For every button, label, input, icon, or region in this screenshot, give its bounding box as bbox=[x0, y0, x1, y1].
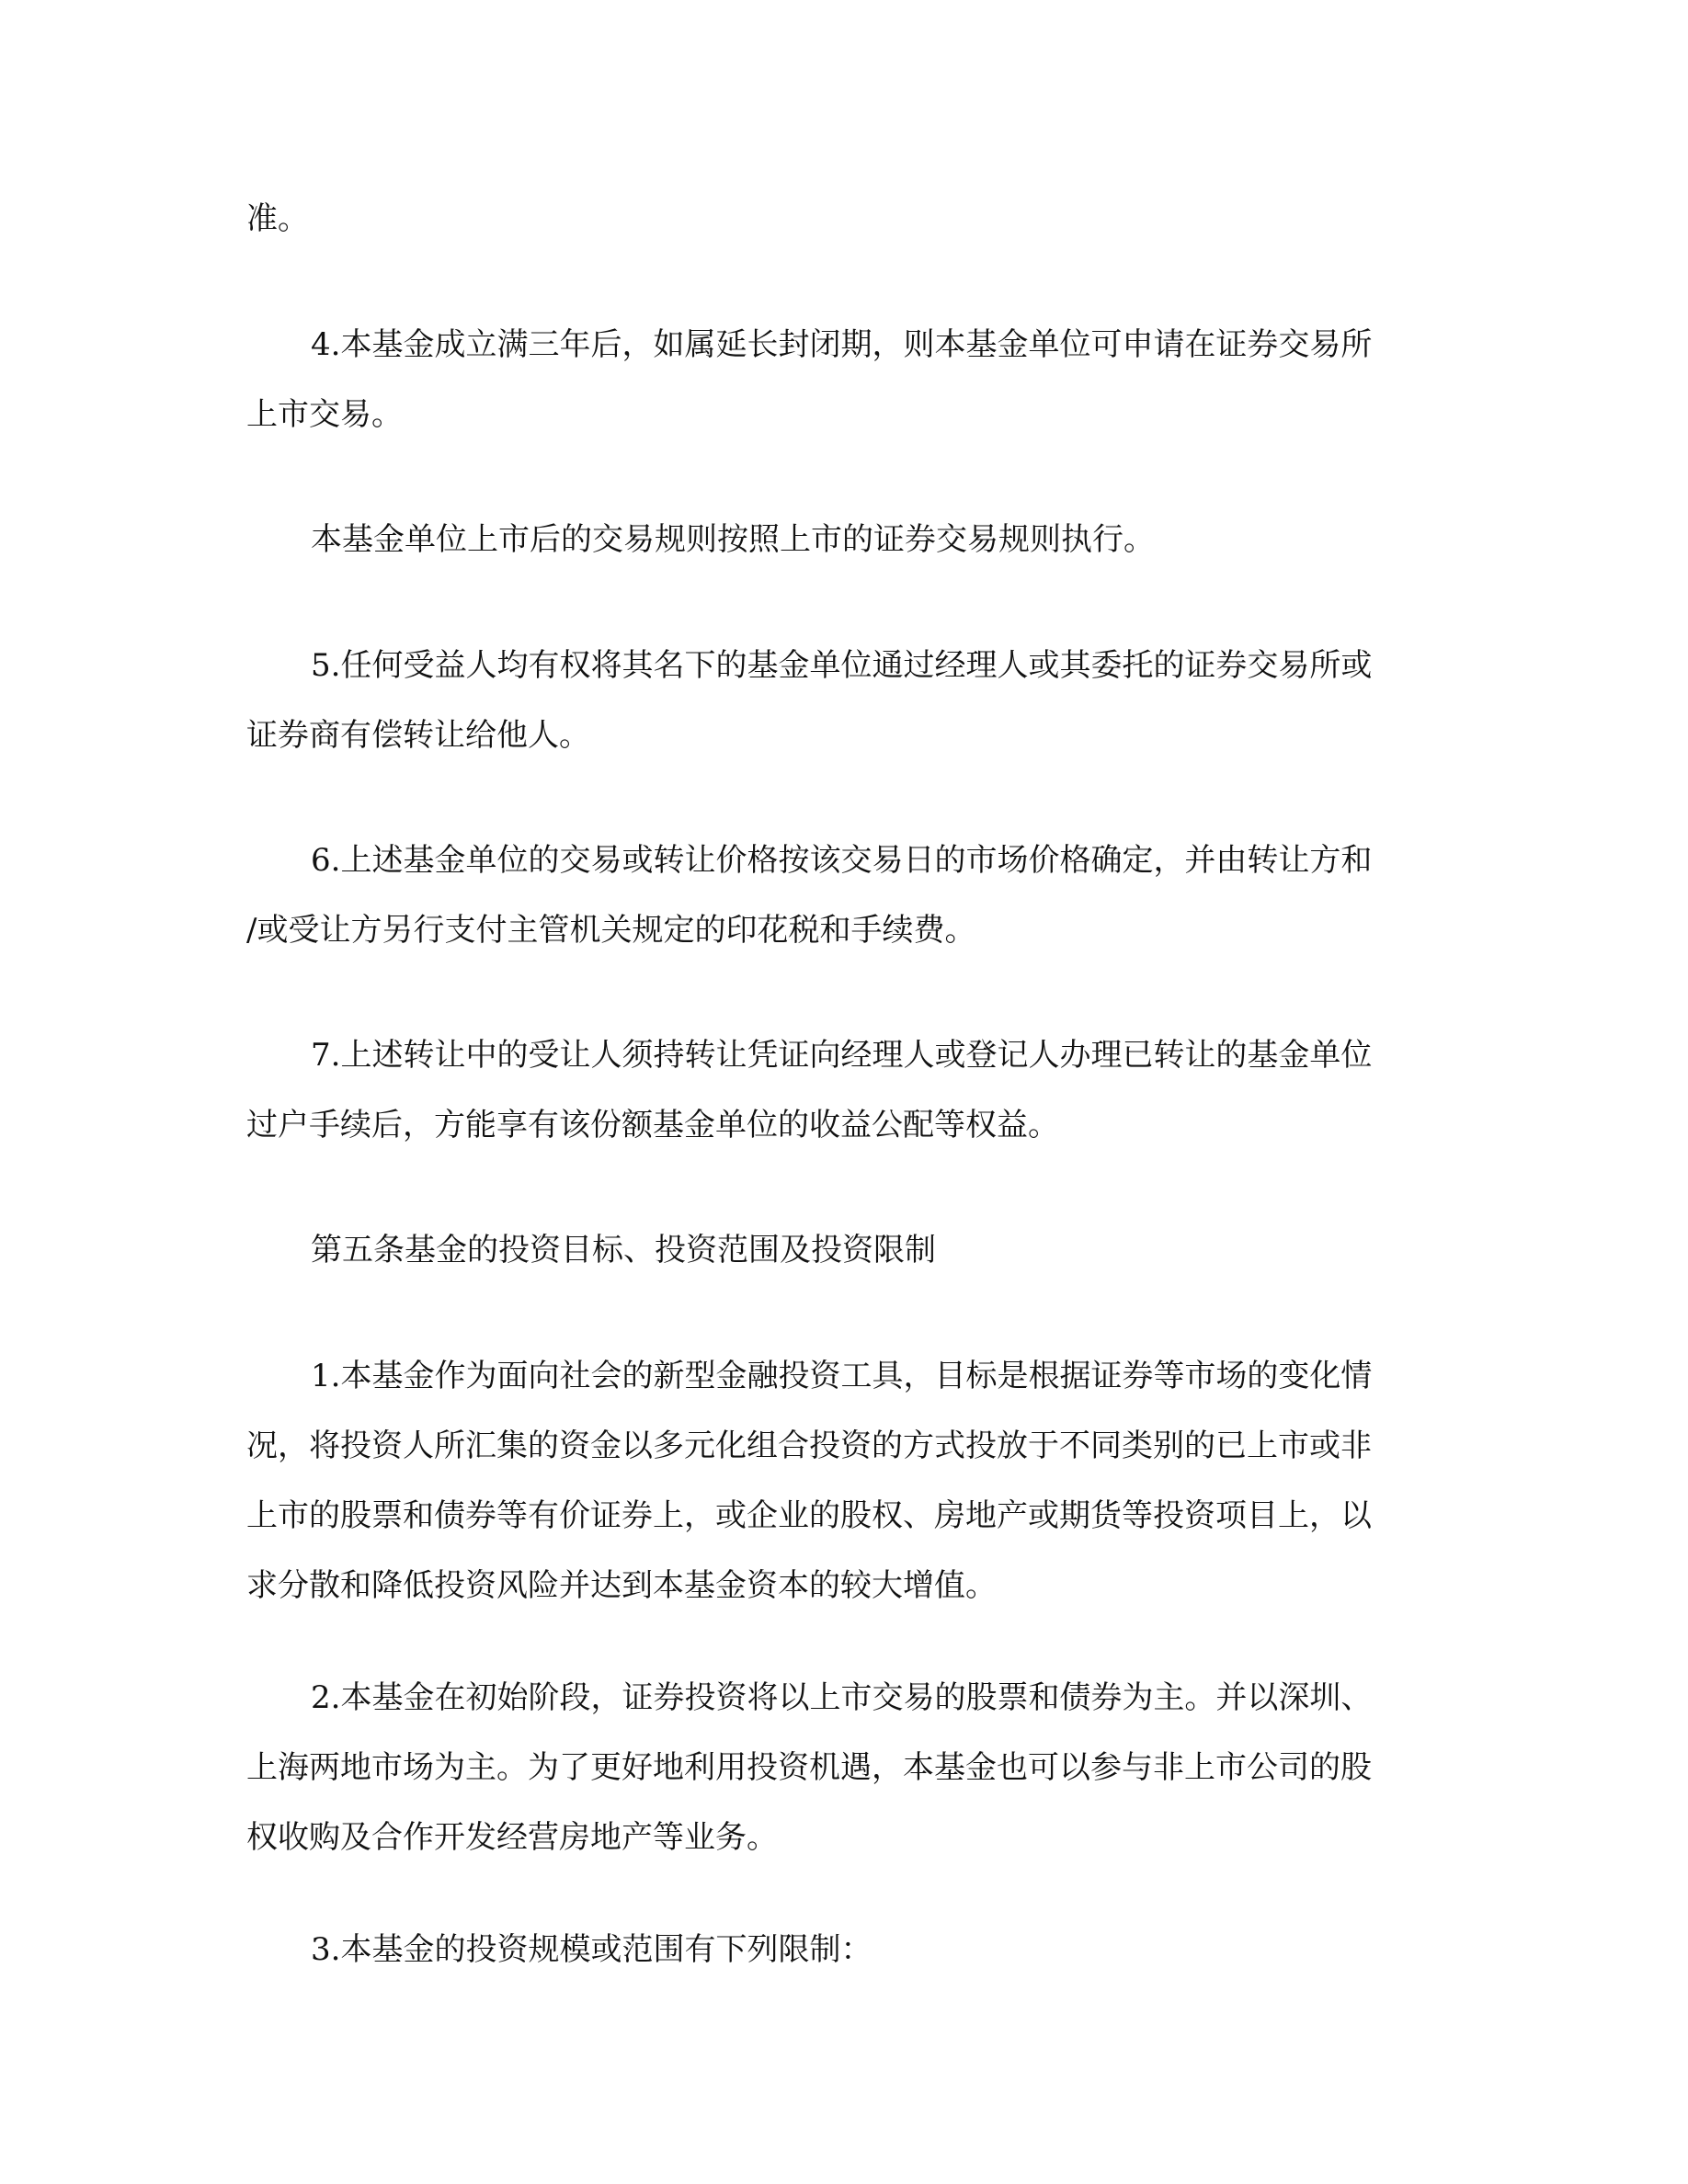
text-line: 权收购及合作开发经营房地产等业务。 bbox=[246, 1819, 778, 1856]
text-line: 本基金单位上市后的交易规则按照上市的证券交易规则执行。 bbox=[311, 521, 1155, 558]
text-line: 上市的股票和债券等有价证券上，或企业的股权、房地产或期货等投资项目上，以 bbox=[246, 1497, 1372, 1534]
paragraph-item-6 bbox=[246, 825, 1442, 965]
paragraph-item-7 bbox=[246, 1020, 1442, 1160]
paragraph-item-4 bbox=[246, 310, 1442, 449]
text-line: 准。 bbox=[246, 200, 309, 237]
text-line: 6.上述基金单位的交易或转让价格按该交易日的市场价格确定，并由转让方和 bbox=[311, 842, 1373, 879]
text-line: 4.本基金成立满三年后，如属延长封闭期，则本基金单位可申请在证券交易所 bbox=[311, 326, 1373, 363]
text-line: 7.上述转让中的受让人须持转让凭证向经理人或登记人办理已转让的基金单位 bbox=[311, 1037, 1373, 1074]
text-line: 证券商有偿转让给他人。 bbox=[246, 717, 590, 754]
text-line: 况，将投资人所汇集的资金以多元化组合投资的方式投放于不同类别的已上市或非 bbox=[246, 1428, 1372, 1464]
text-line: 5.任何受益人均有权将其名下的基金单位通过经理人或其委托的证券交易所或 bbox=[311, 647, 1373, 684]
text-line: 2.本基金在初始阶段，证券投资将以上市交易的股票和债券为主。并以深圳、 bbox=[311, 1679, 1373, 1716]
section-heading-article-5 bbox=[246, 1215, 1442, 1285]
text-line: 求分散和降低投资风险并达到本基金资本的较大增值。 bbox=[246, 1567, 997, 1604]
text-line: 第五条基金的投资目标、投资范围及投资限制 bbox=[311, 1232, 936, 1268]
text-line: 1.本基金作为面向社会的新型金融投资工具，目标是根据证券等市场的变化情 bbox=[311, 1358, 1373, 1394]
text-line: 上海两地市场为主。为了更好地利用投资机遇，本基金也可以参与非上市公司的股 bbox=[246, 1749, 1372, 1786]
text-line: 过户手续后，方能享有该份额基金单位的收益公配等权益。 bbox=[246, 1107, 1059, 1143]
paragraph-investment-item-1 bbox=[246, 1341, 1442, 1621]
paragraph-item-5 bbox=[246, 631, 1442, 770]
paragraph-investment-item-3 bbox=[246, 1915, 1442, 1985]
text-line: 上市交易。 bbox=[246, 396, 403, 433]
paragraph-continuation bbox=[246, 184, 1442, 254]
text-line: /或受让方另行支付主管机关规定的印花税和手续费。 bbox=[246, 912, 976, 949]
text-line: 3.本基金的投资规模或范围有下列限制： bbox=[311, 1931, 873, 1968]
paragraph-listing-rule bbox=[246, 505, 1442, 574]
paragraph-investment-item-2 bbox=[246, 1663, 1442, 1872]
